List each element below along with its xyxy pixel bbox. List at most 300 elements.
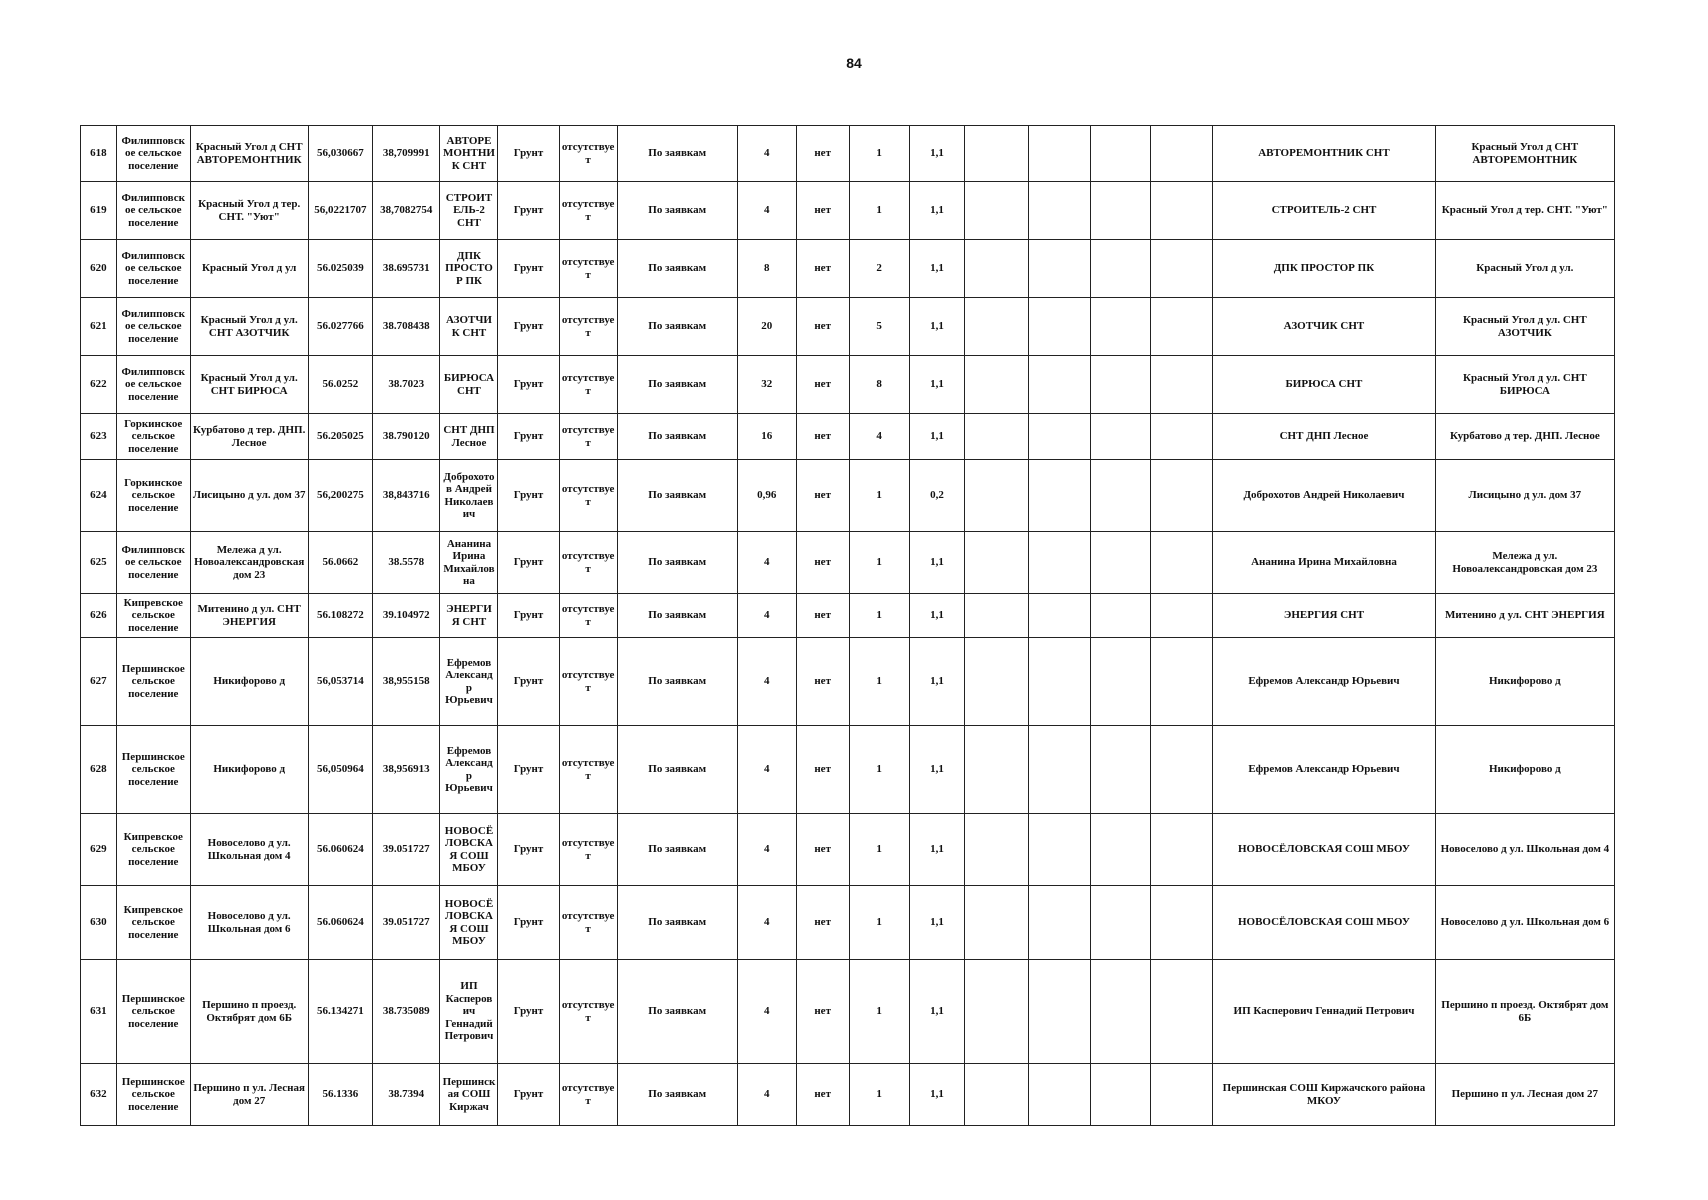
site-name-cell: Першинская СОШ Киржач xyxy=(440,1064,498,1126)
canopy-cell: нет xyxy=(796,532,849,594)
row-number: 628 xyxy=(81,726,117,814)
fence-cell: отсутствует xyxy=(559,886,617,960)
empty-cell-c xyxy=(1090,298,1150,356)
address-cell: Новоселово д ул. Школьная дом 4 xyxy=(190,814,308,886)
container-count-cell: 4 xyxy=(737,182,796,240)
surface-cell: Грунт xyxy=(498,182,559,240)
row-number: 623 xyxy=(81,414,117,460)
schedule-cell: По заявкам xyxy=(617,1064,737,1126)
address-cell: Курбатово д тер. ДНП. Лесное xyxy=(190,414,308,460)
canopy-cell: нет xyxy=(796,298,849,356)
container-qty-cell: 1 xyxy=(849,594,909,638)
owner-cell: Першинская СОШ Киржачского района МКОУ xyxy=(1213,1064,1435,1126)
owner-address-cell: Никифорово д xyxy=(1435,638,1614,726)
settlement-cell: Филипповское сельское поселение xyxy=(116,126,190,182)
site-name-cell: СНТ ДНП Лесное xyxy=(440,414,498,460)
longitude-cell: 38,7082754 xyxy=(373,182,440,240)
empty-cell-d xyxy=(1151,638,1213,726)
longitude-cell: 38.695731 xyxy=(373,240,440,298)
surface-cell: Грунт xyxy=(498,638,559,726)
surface-cell: Грунт xyxy=(498,460,559,532)
longitude-cell: 39.051727 xyxy=(373,814,440,886)
empty-cell-a xyxy=(965,460,1028,532)
owner-address-cell: Никифорово д xyxy=(1435,726,1614,814)
schedule-cell: По заявкам xyxy=(617,460,737,532)
longitude-cell: 38,843716 xyxy=(373,460,440,532)
latitude-cell: 56.0252 xyxy=(308,356,372,414)
volume-cell: 1,1 xyxy=(909,126,965,182)
canopy-cell: нет xyxy=(796,240,849,298)
site-name-cell: СТРОИТЕЛЬ-2 СНТ xyxy=(440,182,498,240)
table-row xyxy=(81,960,1615,1064)
empty-cell-d xyxy=(1151,298,1213,356)
site-name-cell: Ефремов Александр Юрьевич xyxy=(440,726,498,814)
volume-cell: 1,1 xyxy=(909,726,965,814)
schedule-cell: По заявкам xyxy=(617,532,737,594)
canopy-cell: нет xyxy=(796,414,849,460)
fence-cell: отсутствует xyxy=(559,126,617,182)
table-row xyxy=(81,298,1615,356)
owner-cell: Ефремов Александр Юрьевич xyxy=(1213,726,1435,814)
empty-cell-b xyxy=(1028,532,1090,594)
owner-cell: НОВОСЁЛОВСКАЯ СОШ МБОУ xyxy=(1213,814,1435,886)
empty-cell-c xyxy=(1090,126,1150,182)
settlement-cell: Филипповское сельское поселение xyxy=(116,356,190,414)
latitude-cell: 56.1336 xyxy=(308,1064,372,1126)
settlement-cell: Кипревское сельское поселение xyxy=(116,594,190,638)
empty-cell-a xyxy=(965,1064,1028,1126)
table-row xyxy=(81,638,1615,726)
empty-cell-b xyxy=(1028,814,1090,886)
latitude-cell: 56.0662 xyxy=(308,532,372,594)
container-qty-cell: 1 xyxy=(849,814,909,886)
row-number: 618 xyxy=(81,126,117,182)
container-qty-cell: 1 xyxy=(849,532,909,594)
owner-address-cell: Красный Угол д ул. xyxy=(1435,240,1614,298)
surface-cell: Грунт xyxy=(498,414,559,460)
canopy-cell: нет xyxy=(796,356,849,414)
row-number: 621 xyxy=(81,298,117,356)
empty-cell-a xyxy=(965,886,1028,960)
table-row xyxy=(81,460,1615,532)
latitude-cell: 56.134271 xyxy=(308,960,372,1064)
surface-cell: Грунт xyxy=(498,356,559,414)
latitude-cell: 56,053714 xyxy=(308,638,372,726)
empty-cell-c xyxy=(1090,726,1150,814)
longitude-cell: 38.790120 xyxy=(373,414,440,460)
container-qty-cell: 1 xyxy=(849,886,909,960)
container-count-cell: 4 xyxy=(737,1064,796,1126)
fence-cell: отсутствует xyxy=(559,460,617,532)
surface-cell: Грунт xyxy=(498,886,559,960)
table-row xyxy=(81,414,1615,460)
address-cell: Красный Угол д ул. СНТ АЗОТЧИК xyxy=(190,298,308,356)
schedule-cell: По заявкам xyxy=(617,356,737,414)
owner-address-cell: Першино п ул. Лесная дом 27 xyxy=(1435,1064,1614,1126)
fence-cell: отсутствует xyxy=(559,240,617,298)
settlement-cell: Першинское сельское поселение xyxy=(116,638,190,726)
row-number: 625 xyxy=(81,532,117,594)
address-cell: Красный Угол д ул. СНТ БИРЮСА xyxy=(190,356,308,414)
surface-cell: Грунт xyxy=(498,814,559,886)
settlement-cell: Кипревское сельское поселение xyxy=(116,886,190,960)
owner-cell: СТРОИТЕЛЬ-2 СНТ xyxy=(1213,182,1435,240)
empty-cell-d xyxy=(1151,182,1213,240)
address-cell: Новоселово д ул. Школьная дом 6 xyxy=(190,886,308,960)
owner-cell: ЭНЕРГИЯ СНТ xyxy=(1213,594,1435,638)
empty-cell-d xyxy=(1151,594,1213,638)
address-cell: Першино п ул. Лесная дом 27 xyxy=(190,1064,308,1126)
settlement-cell: Филипповское сельское поселение xyxy=(116,532,190,594)
empty-cell-c xyxy=(1090,594,1150,638)
table-row xyxy=(81,726,1615,814)
empty-cell-b xyxy=(1028,414,1090,460)
empty-cell-a xyxy=(965,726,1028,814)
row-number: 620 xyxy=(81,240,117,298)
container-qty-cell: 8 xyxy=(849,356,909,414)
table-row xyxy=(81,1064,1615,1126)
owner-cell: Ефремов Александр Юрьевич xyxy=(1213,638,1435,726)
fence-cell: отсутствует xyxy=(559,182,617,240)
row-number: 622 xyxy=(81,356,117,414)
fence-cell: отсутствует xyxy=(559,960,617,1064)
schedule-cell: По заявкам xyxy=(617,886,737,960)
container-count-cell: 4 xyxy=(737,726,796,814)
row-number: 630 xyxy=(81,886,117,960)
latitude-cell: 56.205025 xyxy=(308,414,372,460)
table-row xyxy=(81,126,1615,182)
empty-cell-d xyxy=(1151,726,1213,814)
longitude-cell: 39.104972 xyxy=(373,594,440,638)
address-cell: Лисицыно д ул. дом 37 xyxy=(190,460,308,532)
container-qty-cell: 1 xyxy=(849,1064,909,1126)
empty-cell-c xyxy=(1090,886,1150,960)
canopy-cell: нет xyxy=(796,126,849,182)
schedule-cell: По заявкам xyxy=(617,594,737,638)
canopy-cell: нет xyxy=(796,1064,849,1126)
address-cell: Никифорово д xyxy=(190,726,308,814)
settlement-cell: Кипревское сельское поселение xyxy=(116,814,190,886)
table-row xyxy=(81,814,1615,886)
empty-cell-a xyxy=(965,414,1028,460)
container-count-cell: 20 xyxy=(737,298,796,356)
schedule-cell: По заявкам xyxy=(617,126,737,182)
site-name-cell: НОВОСЁЛОВСКАЯ СОШ МБОУ xyxy=(440,814,498,886)
empty-cell-a xyxy=(965,182,1028,240)
address-cell: Никифорово д xyxy=(190,638,308,726)
empty-cell-a xyxy=(965,814,1028,886)
owner-cell: АВТОРЕМОНТНИК СНТ xyxy=(1213,126,1435,182)
schedule-cell: По заявкам xyxy=(617,638,737,726)
container-count-cell: 4 xyxy=(737,886,796,960)
longitude-cell: 38.708438 xyxy=(373,298,440,356)
owner-address-cell: Митенино д ул. СНТ ЭНЕРГИЯ xyxy=(1435,594,1614,638)
page-number: 84 xyxy=(846,55,862,71)
table-row xyxy=(81,886,1615,960)
owner-address-cell: Новоселово д ул. Школьная дом 4 xyxy=(1435,814,1614,886)
owner-cell: АЗОТЧИК СНТ xyxy=(1213,298,1435,356)
site-name-cell: ИП Касперович Геннадий Петрович xyxy=(440,960,498,1064)
owner-cell: СНТ ДНП Лесное xyxy=(1213,414,1435,460)
owner-address-cell: Красный Угол д СНТ АВТОРЕМОНТНИК xyxy=(1435,126,1614,182)
row-number: 626 xyxy=(81,594,117,638)
surface-cell: Грунт xyxy=(498,726,559,814)
schedule-cell: По заявкам xyxy=(617,298,737,356)
surface-cell: Грунт xyxy=(498,960,559,1064)
empty-cell-a xyxy=(965,960,1028,1064)
empty-cell-a xyxy=(965,240,1028,298)
volume-cell: 1,1 xyxy=(909,298,965,356)
schedule-cell: По заявкам xyxy=(617,182,737,240)
empty-cell-b xyxy=(1028,182,1090,240)
owner-cell: ИП Касперович Геннадий Петрович xyxy=(1213,960,1435,1064)
empty-cell-d xyxy=(1151,814,1213,886)
schedule-cell: По заявкам xyxy=(617,414,737,460)
row-number: 629 xyxy=(81,814,117,886)
fence-cell: отсутствует xyxy=(559,726,617,814)
fence-cell: отсутствует xyxy=(559,594,617,638)
empty-cell-a xyxy=(965,594,1028,638)
table-row xyxy=(81,356,1615,414)
fence-cell: отсутствует xyxy=(559,1064,617,1126)
container-count-cell: 0,96 xyxy=(737,460,796,532)
empty-cell-c xyxy=(1090,240,1150,298)
empty-cell-d xyxy=(1151,532,1213,594)
owner-cell: ДПК ПРОСТОР ПК xyxy=(1213,240,1435,298)
container-count-cell: 4 xyxy=(737,960,796,1064)
canopy-cell: нет xyxy=(796,182,849,240)
site-name-cell: ЭНЕРГИЯ СНТ xyxy=(440,594,498,638)
canopy-cell: нет xyxy=(796,460,849,532)
empty-cell-b xyxy=(1028,726,1090,814)
empty-cell-b xyxy=(1028,460,1090,532)
longitude-cell: 38,709991 xyxy=(373,126,440,182)
empty-cell-c xyxy=(1090,182,1150,240)
container-qty-cell: 5 xyxy=(849,298,909,356)
latitude-cell: 56.027766 xyxy=(308,298,372,356)
empty-cell-c xyxy=(1090,960,1150,1064)
row-number: 624 xyxy=(81,460,117,532)
latitude-cell: 56,050964 xyxy=(308,726,372,814)
latitude-cell: 56,030667 xyxy=(308,126,372,182)
site-name-cell: БИРЮСА СНТ xyxy=(440,356,498,414)
site-name-cell: АЗОТЧИК СНТ xyxy=(440,298,498,356)
container-qty-cell: 1 xyxy=(849,126,909,182)
fence-cell: отсутствует xyxy=(559,298,617,356)
empty-cell-b xyxy=(1028,1064,1090,1126)
container-qty-cell: 1 xyxy=(849,726,909,814)
surface-cell: Грунт xyxy=(498,532,559,594)
volume-cell: 1,1 xyxy=(909,960,965,1064)
empty-cell-a xyxy=(965,638,1028,726)
latitude-cell: 56.060624 xyxy=(308,814,372,886)
empty-cell-d xyxy=(1151,460,1213,532)
container-qty-cell: 4 xyxy=(849,414,909,460)
address-cell: Красный Угол д СНТ АВТОРЕМОНТНИК xyxy=(190,126,308,182)
container-count-cell: 4 xyxy=(737,638,796,726)
owner-address-cell: Лисицыно д ул. дом 37 xyxy=(1435,460,1614,532)
empty-cell-a xyxy=(965,356,1028,414)
row-number: 627 xyxy=(81,638,117,726)
volume-cell: 1,1 xyxy=(909,182,965,240)
container-qty-cell: 1 xyxy=(849,182,909,240)
empty-cell-c xyxy=(1090,356,1150,414)
latitude-cell: 56,0221707 xyxy=(308,182,372,240)
row-number: 619 xyxy=(81,182,117,240)
site-name-cell: Доброхотов Андрей Николаевич xyxy=(440,460,498,532)
empty-cell-a xyxy=(965,126,1028,182)
empty-cell-b xyxy=(1028,594,1090,638)
owner-address-cell: Першино п проезд. Октябрят дом 6Б xyxy=(1435,960,1614,1064)
surface-cell: Грунт xyxy=(498,240,559,298)
schedule-cell: По заявкам xyxy=(617,240,737,298)
site-name-cell: Ананина Ирина Михайловна xyxy=(440,532,498,594)
schedule-cell: По заявкам xyxy=(617,814,737,886)
volume-cell: 1,1 xyxy=(909,1064,965,1126)
empty-cell-b xyxy=(1028,298,1090,356)
surface-cell: Грунт xyxy=(498,594,559,638)
empty-cell-c xyxy=(1090,460,1150,532)
empty-cell-c xyxy=(1090,532,1150,594)
latitude-cell: 56.060624 xyxy=(308,886,372,960)
volume-cell: 1,1 xyxy=(909,594,965,638)
address-cell: Красный Угол д тер. СНТ. "Уют" xyxy=(190,182,308,240)
settlement-cell: Филипповское сельское поселение xyxy=(116,240,190,298)
settlement-cell: Першинское сельское поселение xyxy=(116,960,190,1064)
container-qty-cell: 1 xyxy=(849,460,909,532)
longitude-cell: 38.7394 xyxy=(373,1064,440,1126)
empty-cell-d xyxy=(1151,960,1213,1064)
container-count-cell: 4 xyxy=(737,532,796,594)
owner-address-cell: Курбатово д тер. ДНП. Лесное xyxy=(1435,414,1614,460)
table-row xyxy=(81,240,1615,298)
empty-cell-a xyxy=(965,298,1028,356)
owner-cell: Доброхотов Андрей Николаевич xyxy=(1213,460,1435,532)
volume-cell: 1,1 xyxy=(909,532,965,594)
table-row xyxy=(81,594,1615,638)
address-cell: Митенино д ул. СНТ ЭНЕРГИЯ xyxy=(190,594,308,638)
latitude-cell: 56.108272 xyxy=(308,594,372,638)
container-count-cell: 8 xyxy=(737,240,796,298)
row-number: 631 xyxy=(81,960,117,1064)
longitude-cell: 39.051727 xyxy=(373,886,440,960)
container-count-cell: 32 xyxy=(737,356,796,414)
site-name-cell: ДПК ПРОСТОР ПК xyxy=(440,240,498,298)
empty-cell-d xyxy=(1151,126,1213,182)
volume-cell: 1,1 xyxy=(909,356,965,414)
owner-address-cell: Красный Угол д тер. СНТ. "Уют" xyxy=(1435,182,1614,240)
schedule-cell: По заявкам xyxy=(617,960,737,1064)
address-cell: Першино п проезд. Октябрят дом 6Б xyxy=(190,960,308,1064)
table-row xyxy=(81,182,1615,240)
fence-cell: отсутствует xyxy=(559,814,617,886)
fence-cell: отсутствует xyxy=(559,532,617,594)
site-name-cell: АВТОРЕМОНТНИК СНТ xyxy=(440,126,498,182)
registry-table xyxy=(80,125,1615,1126)
owner-address-cell: Красный Угол д ул. СНТ АЗОТЧИК xyxy=(1435,298,1614,356)
registry-rows xyxy=(81,126,1615,1126)
latitude-cell: 56,200275 xyxy=(308,460,372,532)
canopy-cell: нет xyxy=(796,886,849,960)
owner-cell: НОВОСЁЛОВСКАЯ СОШ МБОУ xyxy=(1213,886,1435,960)
settlement-cell: Першинское сельское поселение xyxy=(116,726,190,814)
canopy-cell: нет xyxy=(796,960,849,1064)
empty-cell-d xyxy=(1151,1064,1213,1126)
volume-cell: 1,1 xyxy=(909,814,965,886)
surface-cell: Грунт xyxy=(498,126,559,182)
empty-cell-c xyxy=(1090,638,1150,726)
empty-cell-d xyxy=(1151,414,1213,460)
empty-cell-b xyxy=(1028,638,1090,726)
surface-cell: Грунт xyxy=(498,298,559,356)
longitude-cell: 38.5578 xyxy=(373,532,440,594)
settlement-cell: Филипповское сельское поселение xyxy=(116,298,190,356)
settlement-cell: Филипповское сельское поселение xyxy=(116,182,190,240)
fence-cell: отсутствует xyxy=(559,638,617,726)
container-count-cell: 16 xyxy=(737,414,796,460)
owner-address-cell: Мележа д ул. Новоалександровская дом 23 xyxy=(1435,532,1614,594)
container-qty-cell: 2 xyxy=(849,240,909,298)
empty-cell-b xyxy=(1028,356,1090,414)
canopy-cell: нет xyxy=(796,726,849,814)
empty-cell-b xyxy=(1028,126,1090,182)
site-name-cell: НОВОСЁЛОВСКАЯ СОШ МБОУ xyxy=(440,886,498,960)
volume-cell: 1,1 xyxy=(909,886,965,960)
container-qty-cell: 1 xyxy=(849,638,909,726)
latitude-cell: 56.025039 xyxy=(308,240,372,298)
container-count-cell: 4 xyxy=(737,126,796,182)
longitude-cell: 38.7023 xyxy=(373,356,440,414)
volume-cell: 1,1 xyxy=(909,414,965,460)
longitude-cell: 38,956913 xyxy=(373,726,440,814)
empty-cell-a xyxy=(965,532,1028,594)
fence-cell: отсутствует xyxy=(559,414,617,460)
settlement-cell: Горкинское сельское поселение xyxy=(116,460,190,532)
canopy-cell: нет xyxy=(796,814,849,886)
empty-cell-c xyxy=(1090,814,1150,886)
address-cell: Красный Угол д ул xyxy=(190,240,308,298)
address-cell: Мележа д ул. Новоалександровская дом 23 xyxy=(190,532,308,594)
schedule-cell: По заявкам xyxy=(617,726,737,814)
site-name-cell: Ефремов Александр Юрьевич xyxy=(440,638,498,726)
settlement-cell: Горкинское сельское поселение xyxy=(116,414,190,460)
settlement-cell: Першинское сельское поселение xyxy=(116,1064,190,1126)
canopy-cell: нет xyxy=(796,594,849,638)
row-number: 632 xyxy=(81,1064,117,1126)
empty-cell-d xyxy=(1151,886,1213,960)
container-count-cell: 4 xyxy=(737,814,796,886)
volume-cell: 0,2 xyxy=(909,460,965,532)
empty-cell-c xyxy=(1090,1064,1150,1126)
longitude-cell: 38,955158 xyxy=(373,638,440,726)
owner-address-cell: Красный Угол д ул. СНТ БИРЮСА xyxy=(1435,356,1614,414)
empty-cell-d xyxy=(1151,356,1213,414)
owner-cell: Ананина Ирина Михайловна xyxy=(1213,532,1435,594)
empty-cell-d xyxy=(1151,240,1213,298)
container-count-cell: 4 xyxy=(737,594,796,638)
empty-cell-c xyxy=(1090,414,1150,460)
volume-cell: 1,1 xyxy=(909,240,965,298)
fence-cell: отсутствует xyxy=(559,356,617,414)
longitude-cell: 38.735089 xyxy=(373,960,440,1064)
container-qty-cell: 1 xyxy=(849,960,909,1064)
surface-cell: Грунт xyxy=(498,1064,559,1126)
owner-cell: БИРЮСА СНТ xyxy=(1213,356,1435,414)
owner-address-cell: Новоселово д ул. Школьная дом 6 xyxy=(1435,886,1614,960)
empty-cell-b xyxy=(1028,240,1090,298)
empty-cell-b xyxy=(1028,886,1090,960)
volume-cell: 1,1 xyxy=(909,638,965,726)
